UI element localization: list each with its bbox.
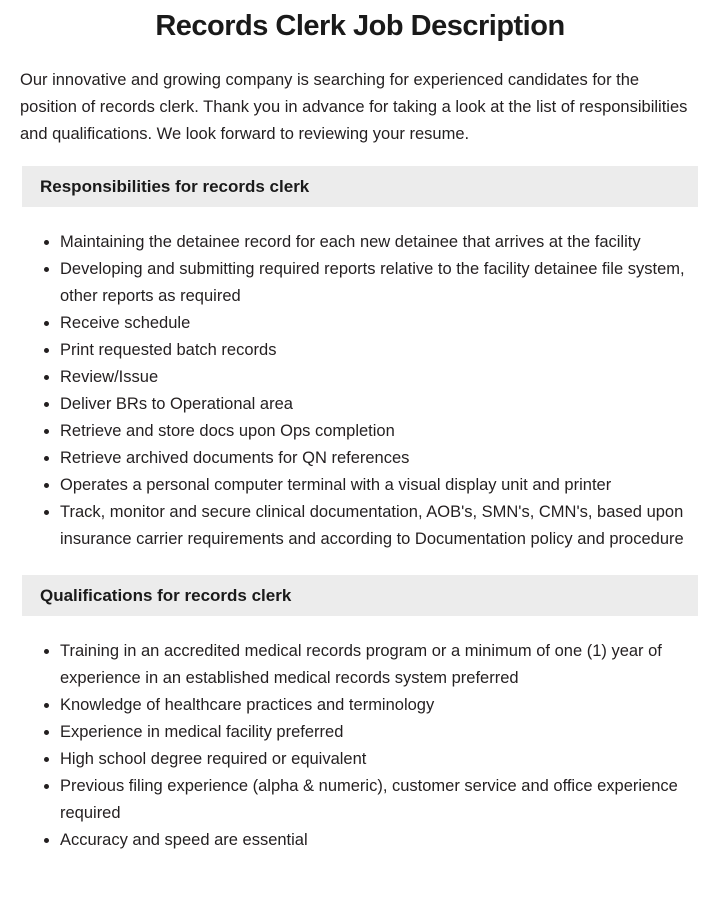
section-header-responsibilities	[22, 166, 698, 207]
qualifications-list	[20, 638, 700, 854]
list-item: • Retrieve archived documents for QN references	[60, 445, 700, 472]
section-heading-label: Responsibilities for records clerk	[40, 176, 310, 196]
list-item: • Developing and submitting required reports relative to the facility detainee file system, other reports as required	[60, 256, 700, 310]
list-item: • Knowledge of healthcare practices and terminology	[60, 692, 700, 719]
list-item: • Accuracy and speed are essential	[60, 827, 700, 854]
section-heading-label: Qualifications for records clerk	[40, 585, 292, 605]
responsibilities-list	[20, 229, 700, 553]
list-item: • Operates a personal computer terminal with a visual display unit and printer	[60, 472, 700, 499]
list-item: • Deliver BRs to Operational area	[60, 391, 700, 418]
list-item: • Receive schedule	[60, 310, 700, 337]
list-item: • Previous filing experience (alpha & numeric), customer service and office experience required	[60, 773, 700, 827]
list-item: • High school degree required or equivalent	[60, 746, 700, 773]
list-item: • Retrieve and store docs upon Ops completion	[60, 418, 700, 445]
section-header-qualifications	[22, 575, 698, 616]
list-item: • Track, monitor and secure clinical documentation, AOB's, SMN's, CMN's, based upon insurance carrier requirements and according to Documentation policy and procedure	[60, 499, 700, 553]
page-title: Records Clerk Job Description	[155, 10, 565, 42]
intro-paragraph: Our innovative and growing company is searching for experienced candidates for the position of records clerk. Thank you in advance for taking a look at the list of responsibilities and qualifications. We look forward to reviewing your resume.	[20, 71, 688, 143]
list-item: • Print requested batch records	[60, 337, 700, 364]
list-item: • Experience in medical facility preferred	[60, 719, 700, 746]
list-item: • Maintaining the detainee record for each new detainee that arrives at the facility	[60, 229, 700, 256]
list-item: • Review/Issue	[60, 364, 700, 391]
list-item: • Training in an accredited medical records program or a minimum of one (1) year of experience in an established medical records system preferred	[60, 638, 700, 692]
